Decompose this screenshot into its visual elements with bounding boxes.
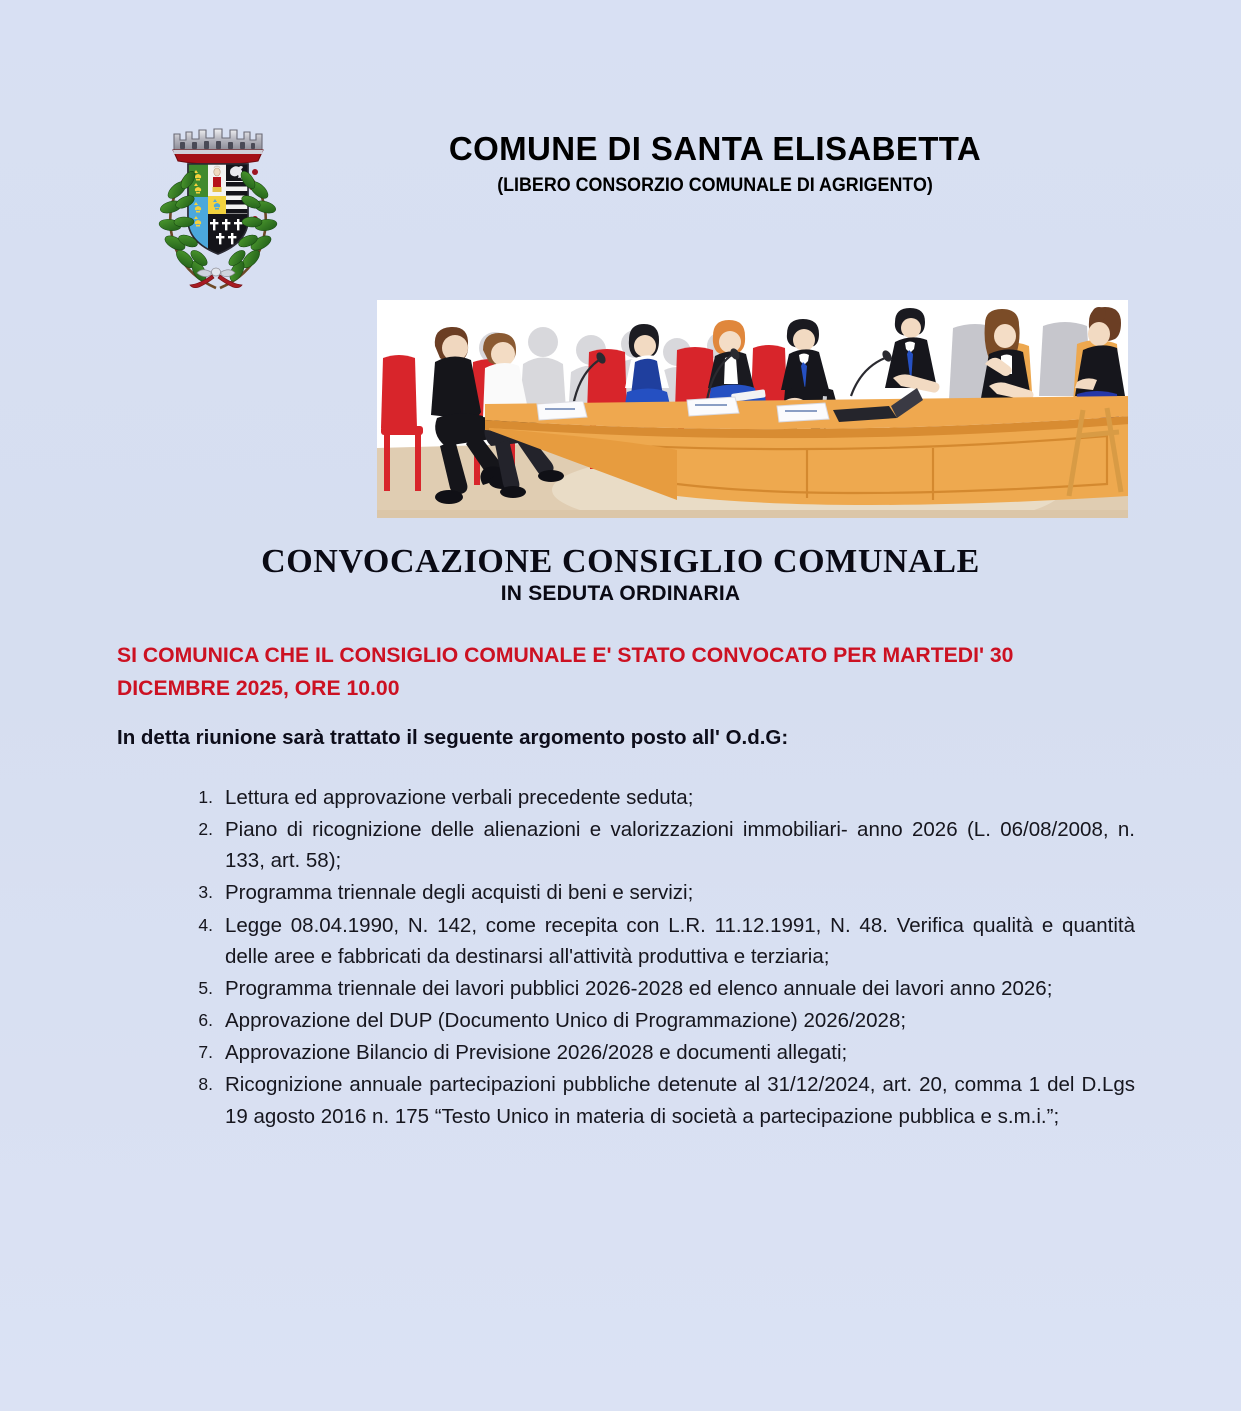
list-item-number: 5.	[198, 977, 213, 998]
page-subtitle: IN SEDUTA ORDINARIA	[500, 582, 741, 605]
list-item-text: Piano di ricognizione delle alienazioni e valorizzazioni immobiliari- anno 2026 (L. 06/08/2008, n. 133, art. 58);	[225, 818, 1135, 873]
agenda-list	[117, 782, 1135, 1133]
list-item-text: Lettura ed approvazione verbali precedente seduta;	[225, 786, 694, 809]
list-item-number: 6.	[198, 1010, 213, 1031]
header-title-block	[300, 130, 1130, 197]
list-item-number: 7.	[198, 1042, 213, 1063]
consorzio-subtitle: (LIBERO CONSORZIO COMUNALE DI AGRIGENTO)	[497, 174, 933, 196]
list-item-number: 8.	[198, 1074, 213, 1095]
list-item-number: 1.	[198, 787, 213, 807]
list-item	[117, 782, 1135, 813]
list-item-number: 4.	[198, 914, 213, 935]
list-item-text: Programma triennale degli acquisti di beni e servizi;	[225, 881, 694, 905]
list-item	[117, 1069, 1135, 1131]
list-item	[117, 877, 1135, 908]
coat-of-arms-icon	[152, 112, 280, 308]
list-item-number: 3.	[198, 882, 213, 903]
page-title: CONVOCAZIONE CONSIGLIO COMUNALE	[261, 543, 980, 580]
list-item-number: 2.	[198, 819, 213, 840]
convocation-notice: SI COMUNICA CHE IL CONSIGLIO COMUNALE E' STATO CONVOCATO PER MARTEDI' 30 DICEMBRE 2025, ORE 10.00	[117, 643, 1014, 700]
document-header	[0, 0, 1241, 310]
list-item	[117, 910, 1135, 972]
list-item-text: Programma triennale dei lavori pubblici 2026-2028 ed elenco annuale dei lavori anno 2026;	[225, 976, 1053, 1000]
council-chamber-illustration	[377, 300, 1128, 518]
list-item-text: Legge 08.04.1990, N. 142, come recepita con L.R. 11.12.1991, N. 48. Verifica qualità e quantità delle aree e fabbricati da destinarsi all'attività produttiva e terziaria;	[225, 913, 1135, 968]
list-item-text: Ricognizione annuale partecipazioni pubbliche detenute al 31/12/2024, art. 20, comma 1 del D.Lgs 19 agosto 2016 n. 175 “Testo Unico in materia di società a partecipazione pubblica e s.m.i.”;	[225, 1073, 1135, 1128]
comune-title: COMUNE DI SANTA ELISABETTA	[448, 130, 982, 167]
agenda-intro: In detta riunione sarà trattato il seguente argomento posto all' O.d.G:	[117, 726, 789, 749]
list-item-text: Approvazione del DUP (Documento Unico di Programmazione) 2026/2028;	[225, 1009, 907, 1033]
list-item-text: Approvazione Bilancio di Previsione 2026/2028 e documenti allegati;	[225, 1041, 848, 1065]
list-item	[117, 1037, 1135, 1068]
list-item	[117, 1005, 1135, 1036]
list-item	[117, 973, 1135, 1004]
list-item	[117, 814, 1135, 876]
